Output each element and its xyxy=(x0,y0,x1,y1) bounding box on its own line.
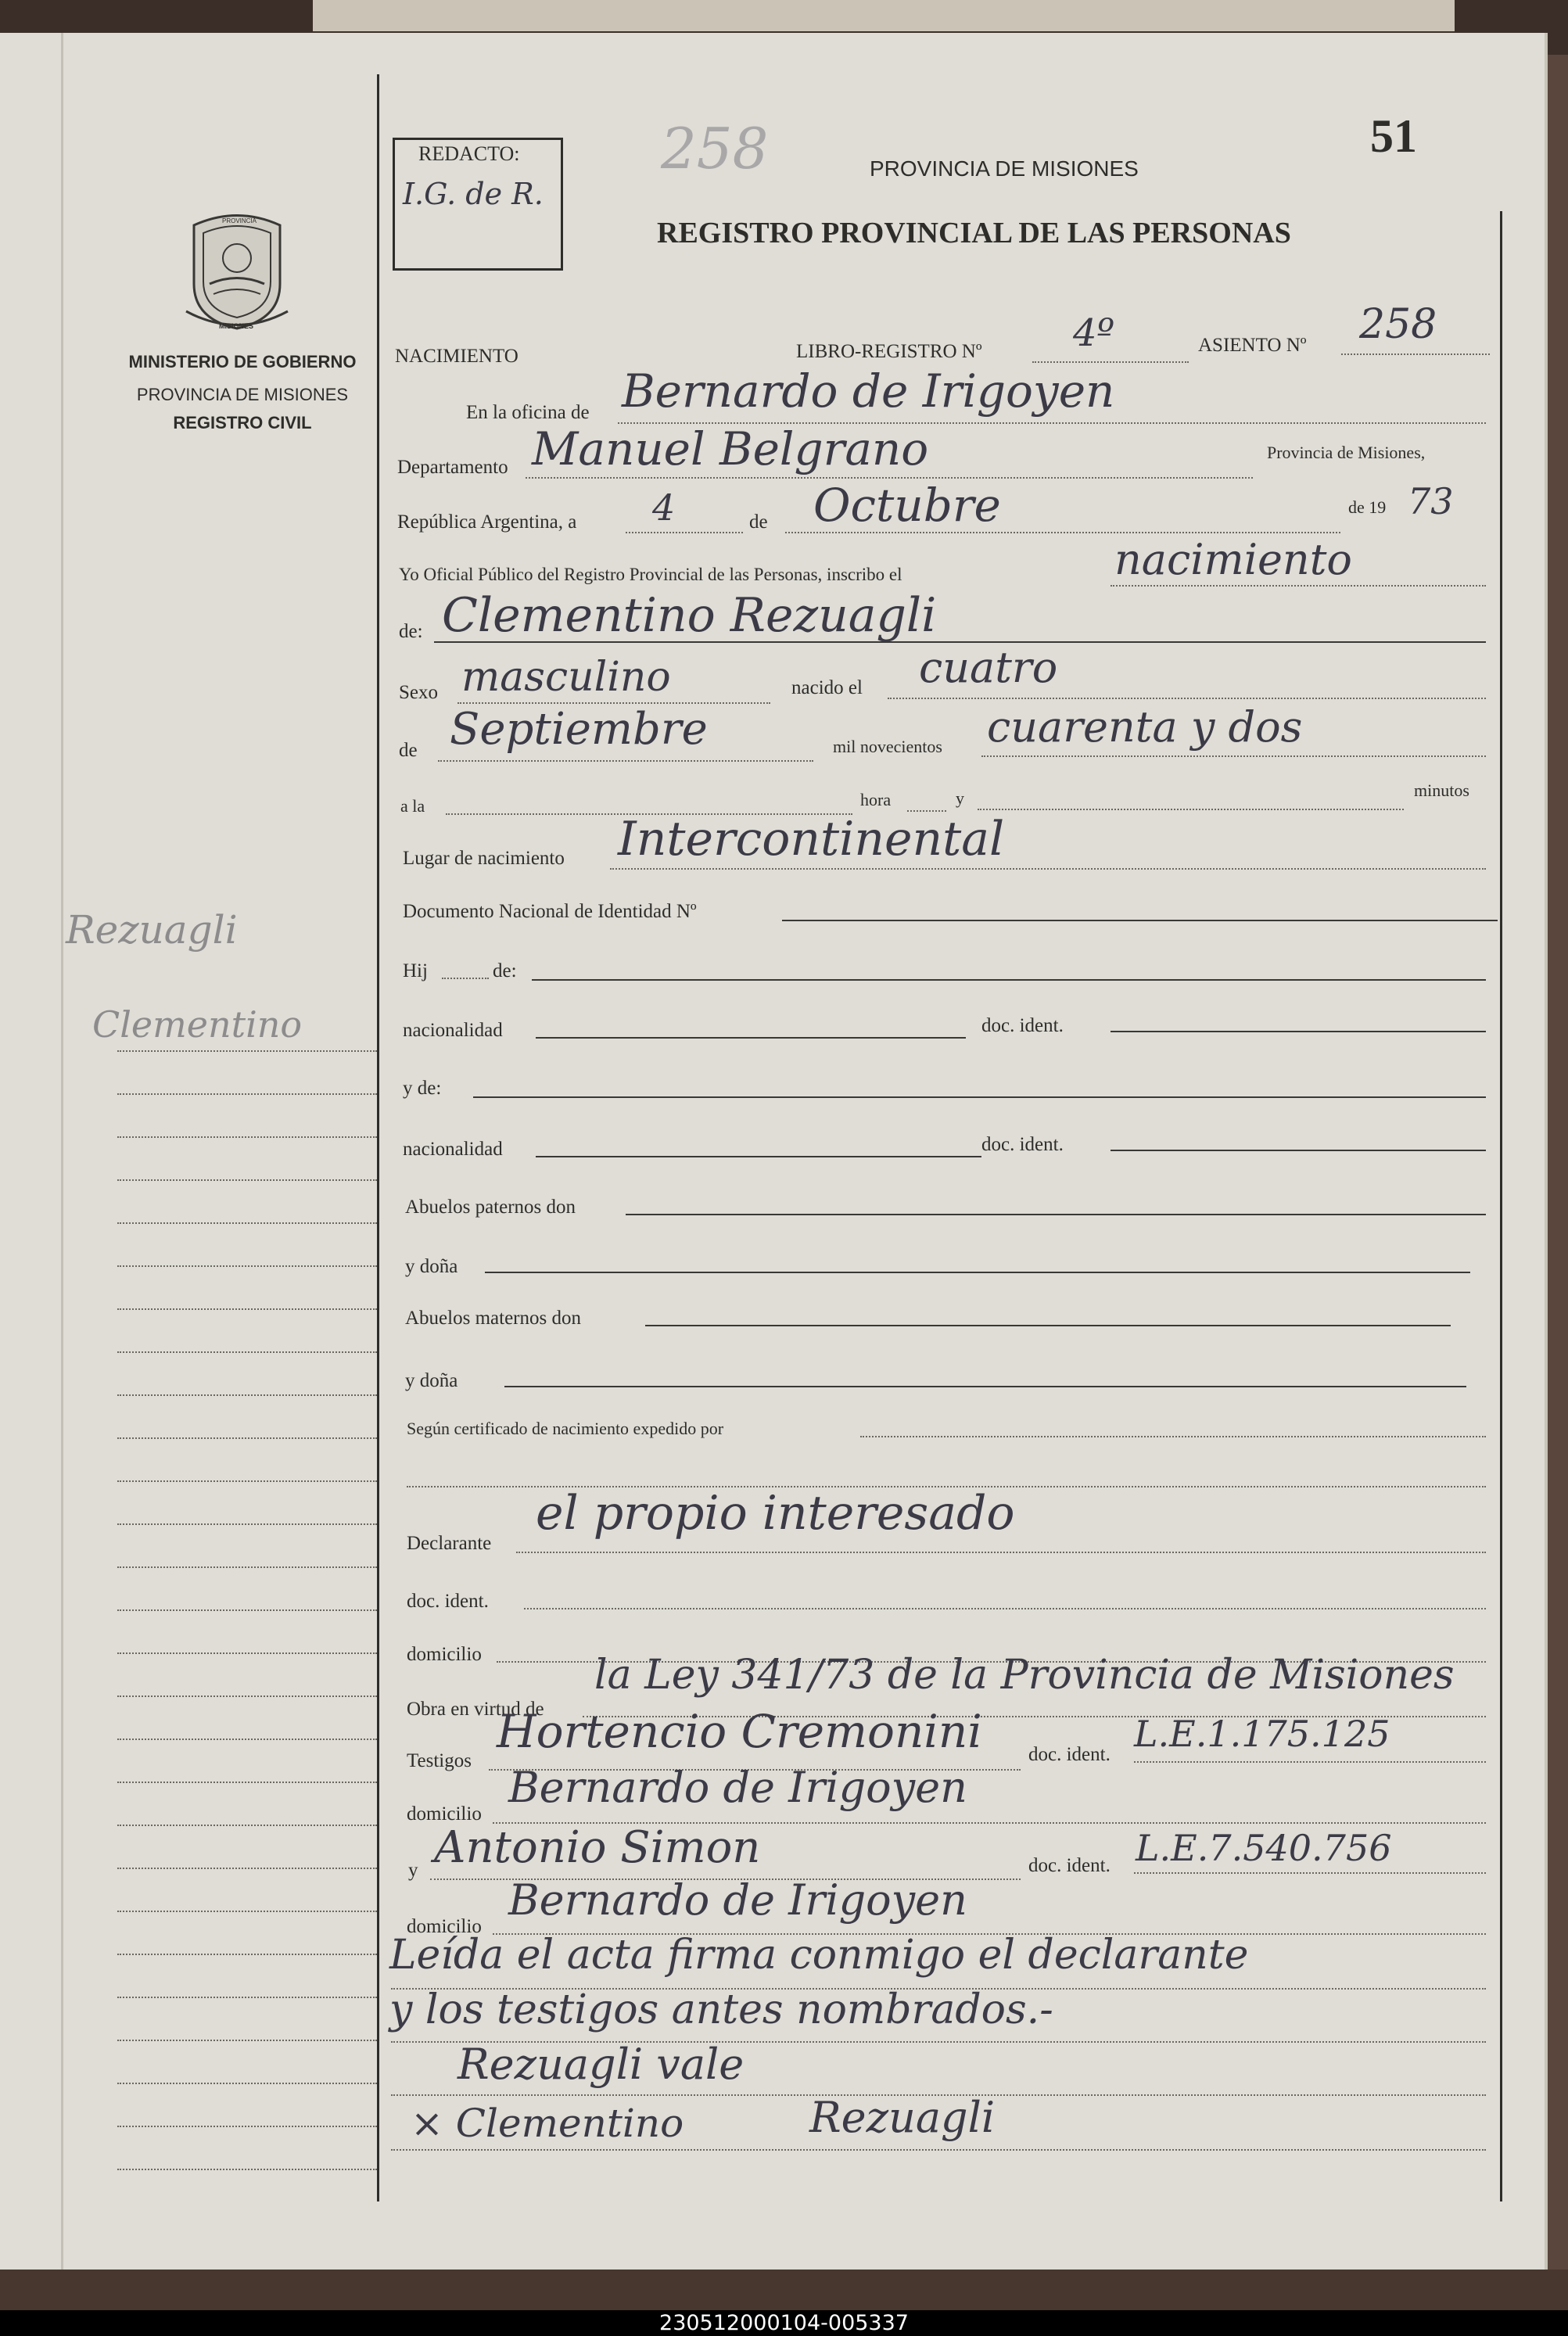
mil-label: mil novecientos xyxy=(833,737,942,756)
minutos-label: minutos xyxy=(1414,780,1469,800)
vale-note: Rezuagli vale xyxy=(457,2040,745,2089)
inscribo-value: nacimiento xyxy=(1114,535,1352,584)
ministry-line-2: PROVINCIA DE MISIONES xyxy=(136,385,349,404)
a-la-label: a la xyxy=(400,796,425,816)
nacido-label: nacido el xyxy=(791,677,863,698)
testigo2-name: Antonio Simon xyxy=(434,1822,761,1873)
republica-label: República Argentina, a xyxy=(397,511,577,533)
closing-line-1: Leída el acta firma conmigo el declarante xyxy=(389,1932,1249,1979)
obra-label: Obra en virtud de xyxy=(407,1699,544,1720)
asiento-label: ASIENTO Nº xyxy=(1198,335,1307,356)
redacto-label: REDACTO: xyxy=(418,142,520,165)
redacto-value: I.G. de R. xyxy=(403,177,544,211)
nacionalidad-label-1: nacionalidad xyxy=(403,1020,503,1041)
obra-value: la Ley 341/73 de la Provincia de Misiones xyxy=(594,1652,1455,1699)
de-label: de xyxy=(749,511,768,533)
oficina-value: Bernardo de Irigoyen xyxy=(622,364,1115,418)
y-dona-label-2: y doña xyxy=(405,1370,458,1391)
sexo-label: Sexo xyxy=(399,682,438,703)
provincia-suffix: Provincia de Misiones, xyxy=(1267,443,1426,462)
nacido-value: cuatro xyxy=(919,643,1058,692)
y-dona-label-1: y doña xyxy=(405,1256,458,1277)
ministry-line-3: REGISTRO CIVIL xyxy=(173,413,312,432)
hij-label: Hij xyxy=(403,960,428,981)
de2-label: de xyxy=(399,740,418,761)
testigo2-y-label: y xyxy=(408,1860,418,1881)
hij-de-label: de: xyxy=(493,960,517,981)
sexo-value: masculino xyxy=(461,654,671,701)
ministry-line-1: MINISTERIO DE GOBIERNO xyxy=(128,352,357,371)
image-caption: 230512000104-005337 xyxy=(0,2310,1568,2336)
dni-label: Documento Nacional de Identidad Nº xyxy=(403,901,697,922)
y-label: y xyxy=(956,788,964,808)
declarante-doc-label: doc. ident. xyxy=(407,1591,489,1612)
oficina-label: En la oficina de xyxy=(466,402,590,423)
province-heading: PROVINCIA DE MISIONES xyxy=(870,156,1139,181)
closing-line-2: y los testigos antes nombrados.- xyxy=(389,1986,1053,2033)
nacido-month: Septiembre xyxy=(450,704,708,755)
testigo1-doc: L.E.1.175.125 xyxy=(1134,1713,1390,1755)
page-number: 51 xyxy=(1370,110,1417,162)
seal-bottom-text: MISIONES xyxy=(219,322,254,330)
libro-value: 4º xyxy=(1073,311,1115,355)
registered-name: Clementino Rezuagli xyxy=(442,588,937,643)
nacionalidad-label-2: nacionalidad xyxy=(403,1139,503,1160)
registry-title: REGISTRO PROVINCIAL DE LAS PERSONAS xyxy=(657,217,1291,249)
testigos-label: Testigos xyxy=(407,1750,472,1771)
year-label: de 19 xyxy=(1348,497,1387,517)
doc-ident-label-2: doc. ident. xyxy=(981,1134,1064,1155)
declarante-domicilio-label: domicilio xyxy=(407,1644,482,1665)
mil-value: cuarenta y dos xyxy=(987,702,1303,752)
testigo2-domicilio: Bernardo de Irigoyen xyxy=(508,1875,967,1925)
abuelos-paternos-label: Abuelos paternos don xyxy=(405,1197,576,1218)
pencil-number: 258 xyxy=(661,116,769,181)
page-fold xyxy=(61,33,63,2270)
year-value: 73 xyxy=(1408,480,1454,522)
book-edge xyxy=(313,0,1455,31)
testigo2-doc-label: doc. ident. xyxy=(1028,1855,1111,1876)
bottom-background xyxy=(0,2270,1568,2310)
abuelos-maternos-label: Abuelos maternos don xyxy=(405,1308,581,1329)
segun-label: Según certificado de nacimiento expedido por xyxy=(407,1419,724,1438)
testigo1-doc-label: doc. ident. xyxy=(1028,1744,1111,1765)
act-type: NACIMIENTO xyxy=(395,346,518,367)
yo-oficial-text: Yo Oficial Público del Registro Provincial de las Personas, inscribo el xyxy=(399,565,902,584)
testigo1-domicilio: Bernardo de Irigoyen xyxy=(508,1763,967,1812)
testigo1-name: Hortencio Cremonini xyxy=(497,1705,982,1758)
seal-top-text: PROVINCIA xyxy=(222,217,257,224)
testigo2-domicilio-label: domicilio xyxy=(407,1916,482,1937)
departamento-label: Departamento xyxy=(397,457,508,478)
hora-label: hora xyxy=(860,790,892,809)
testigo1-domicilio-label: domicilio xyxy=(407,1803,482,1825)
signature-declarante: × Clementino xyxy=(411,2101,684,2146)
asiento-value: 258 xyxy=(1359,301,1437,348)
right-frame-line xyxy=(1500,211,1502,2201)
left-frame-line xyxy=(377,74,379,2201)
departamento-value: Manuel Belgrano xyxy=(532,422,929,475)
lugar-label: Lugar de nacimiento xyxy=(403,848,565,869)
y-de-label: y de: xyxy=(403,1078,442,1099)
signature-surname: Rezuagli xyxy=(809,2093,996,2142)
day-value: 4 xyxy=(652,486,676,529)
testigo2-doc: L.E.7.540.756 xyxy=(1136,1827,1392,1869)
name-label: de: xyxy=(399,621,423,642)
margin-given-name: Clementino xyxy=(92,1003,303,1046)
margin-surname: Rezuagli xyxy=(66,907,238,953)
declarante-value: el propio interesado xyxy=(536,1486,1015,1541)
doc-ident-label-1: doc. ident. xyxy=(981,1015,1064,1036)
month-value: Octubre xyxy=(813,479,1001,532)
declarante-label: Declarante xyxy=(407,1533,492,1554)
libro-label: LIBRO-REGISTRO Nº xyxy=(796,341,982,362)
lugar-value: Intercontinental xyxy=(618,812,1005,867)
seal-emblem-icon xyxy=(178,210,296,335)
